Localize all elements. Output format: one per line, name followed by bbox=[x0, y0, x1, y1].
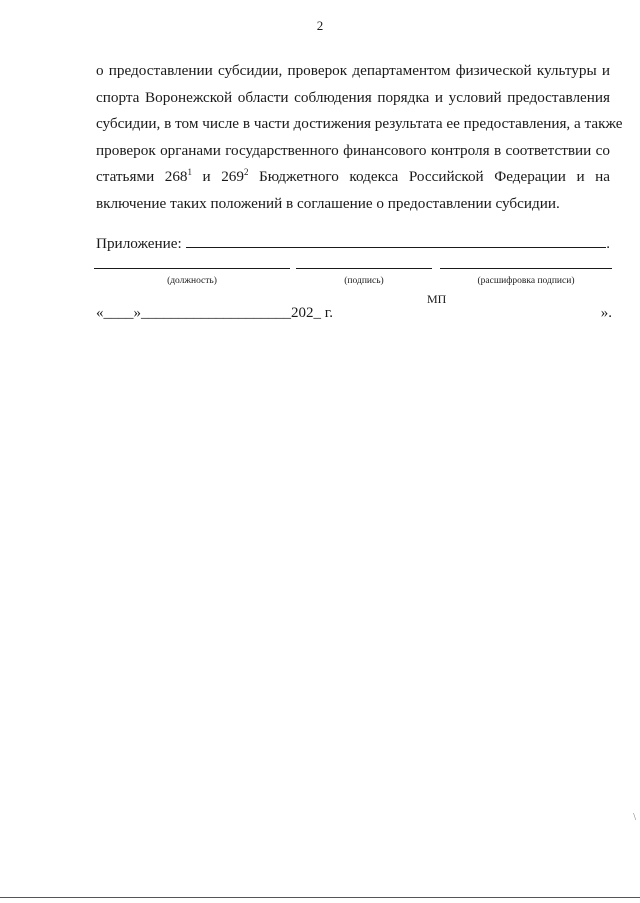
signature-label: (подпись) bbox=[344, 276, 384, 286]
date-field: «____»____________________202_ г. bbox=[96, 305, 333, 321]
appendix-end-mark: . bbox=[606, 236, 610, 252]
footnote-marker: 2 bbox=[243, 166, 249, 177]
appendix-label: Приложение: bbox=[96, 235, 182, 252]
body-line: проверок органами государственного финансового контроля в соответствии со bbox=[96, 141, 610, 159]
position-line bbox=[94, 268, 290, 269]
margin-mark: \ bbox=[633, 812, 636, 823]
scan-bottom-edge bbox=[0, 897, 640, 898]
position-label: (должность) bbox=[167, 276, 217, 286]
body-line-with-articles bbox=[96, 164, 610, 191]
body-line: спорта Воронежской области соблюдения порядка и условий предоставления bbox=[96, 88, 610, 106]
appendix-fill-line bbox=[186, 233, 607, 248]
body-text-fragment: и 269 bbox=[192, 168, 244, 185]
body-text-fragment: статьями 268 bbox=[96, 168, 188, 185]
body-line: субсидии, в том числе в части достижения результата ее предоставления, а также bbox=[96, 115, 623, 132]
signature-line bbox=[296, 268, 432, 269]
body-text-fragment: Бюджетного кодекса Российской Федерации и на bbox=[248, 168, 610, 185]
page-number: 2 bbox=[316, 18, 324, 33]
body-line: о предоставлении субсидии, проверок департаментом физической культуры и bbox=[96, 62, 610, 79]
decoding-line bbox=[440, 268, 612, 269]
footnote-marker: 1 bbox=[187, 166, 193, 177]
stamp-place: МП bbox=[427, 292, 447, 306]
date-row bbox=[96, 305, 612, 325]
body-line: включение таких положений в соглашение о предоставлении субсидии. bbox=[96, 194, 560, 212]
date-closing-quote: ». bbox=[600, 305, 612, 321]
body-paragraph bbox=[96, 58, 623, 217]
appendix-row bbox=[96, 233, 610, 253]
signature-lines bbox=[94, 268, 612, 269]
decoding-label: (расшифровка подписи) bbox=[477, 276, 575, 286]
